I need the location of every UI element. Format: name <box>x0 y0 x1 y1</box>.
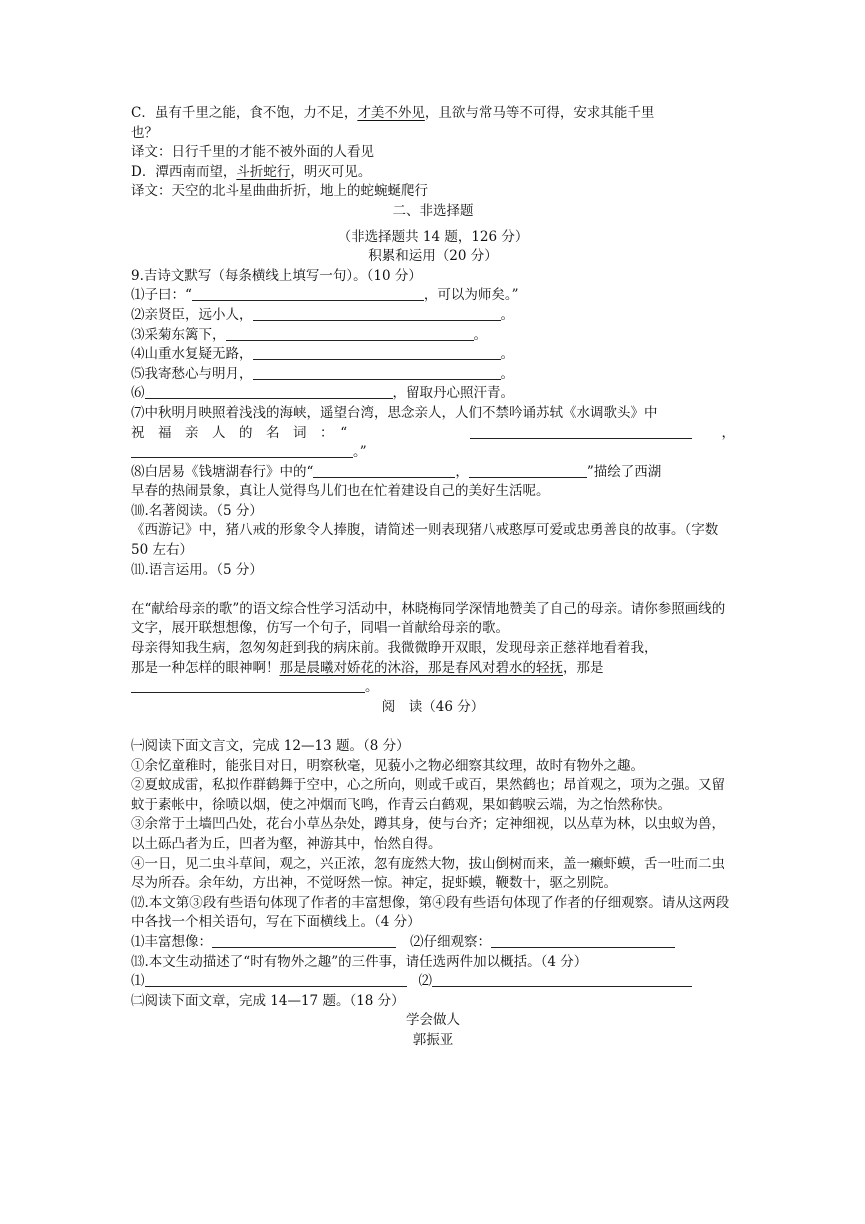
option-c-translation: 译文：日行千里的才能不被外面的人看见 <box>131 144 374 161</box>
q11-example-underlined: 那是晨曦对娇花的沐浴，那是春风对碧水的轻抚 <box>279 659 563 676</box>
q9-7-suffix: 。” <box>353 444 367 461</box>
q9-6-prefix: ⑹ <box>131 385 145 402</box>
question-13: ⒀.本文生动描述了“时有物外之趣”的三件事，请任选两件加以概括。（4 分） <box>131 953 588 970</box>
question-10: ⑽.名著阅读。（5 分） <box>131 502 263 519</box>
option-c-line1 <box>131 104 735 124</box>
reading-1-para-4: ④一日，见二虫斗草间，观之，兴正浓，忽有庞然大物，拔山倒树而来，盖一癞虾蟆，舌一吐而二虫尽为所吞。余年幼，方出神，不觉呀然一惊。神定，捉虾蟆，鞭数十，驱之别院。 <box>131 855 725 892</box>
option-d-text-rest: ，明灭可见。 <box>290 163 372 180</box>
q9-6-suffix: ，留取丹心照汗青。 <box>392 385 514 402</box>
question-9: 9.吉诗文默写（每条横线上填写一句）。（10 分） <box>131 267 422 284</box>
q13-a-label: ⑴ <box>131 973 145 990</box>
option-d-line <box>131 163 735 183</box>
answer-blank[interactable] <box>226 326 474 341</box>
option-c-text-rest: ，且欲与常马等不可得，安求其能千里 <box>424 105 655 121</box>
q9-3-prefix: ⑶采菊东篱下， <box>131 326 226 343</box>
q9-2-prefix: ⑵亲贤臣，远小人， <box>131 306 253 323</box>
answer-blank[interactable] <box>469 463 587 478</box>
q12-a-label: ⑴丰富想像： <box>131 933 212 950</box>
answer-blank[interactable] <box>145 972 407 987</box>
section-note: （非选择题共 14 题，126 分） <box>337 228 529 245</box>
reading-heading: 阅 读（46 分） <box>381 698 485 715</box>
q9-8-suffix: ”描绘了西湖 <box>586 463 662 480</box>
question-9-4: ⑷山重水复疑无路， 。 <box>131 346 514 363</box>
accumulation-heading: 积累和运用（20 分） <box>368 248 498 265</box>
question-11-answer <box>131 678 735 698</box>
reading-1-para-2: ②夏蚊成雷，私拟作群鹤舞于空中，心之所向，则或千或百，果然鹤也；昂首观之，项为之强。又留蚊于素帐中，徐喷以烟，使之冲烟而飞鸣，作青云白鹤观，果如鹤唳云端，为之怡然称快。 <box>131 777 725 813</box>
q13-b-label: ⑵ <box>418 973 432 990</box>
q9-8-comma: ， <box>455 463 469 480</box>
answer-blank[interactable] <box>491 933 675 948</box>
q11-example-text: 那是一种怎样的眼神啊！ <box>131 659 280 676</box>
option-c-line2: 也？ <box>131 124 158 141</box>
answer-blank[interactable] <box>253 345 501 360</box>
answer-blank[interactable] <box>192 286 424 301</box>
question-12-answers <box>131 933 735 953</box>
answer-blank[interactable] <box>145 384 393 399</box>
question-9-5: ⑸我寄愁心与明月， 。 <box>131 365 514 382</box>
q12-b-label: ⑵仔细观察： <box>410 933 491 950</box>
exam-page <box>131 104 735 1051</box>
question-9-2: ⑵亲贤臣，远小人， 。 <box>131 306 514 323</box>
option-d-translation: 译文：天空的北斗星曲曲折折，地上的蛇蜿蜒爬行 <box>131 183 428 200</box>
q9-5-prefix: ⑸我寄愁心与明月， <box>131 365 253 382</box>
question-9-8 <box>131 463 735 483</box>
reading-1-para-3: ③余常于土墙凹凸处，花台小草丛杂处，蹲其身，使与台齐；定神细视，以丛草为林，以虫蚁为兽，以土砾凸者为丘，凹者为壑，神游其中，怡然自得。 <box>131 816 725 852</box>
answer-blank[interactable] <box>253 306 501 321</box>
q11-answer-period: 。 <box>365 679 379 696</box>
answer-blank[interactable] <box>212 933 396 948</box>
answer-blank[interactable] <box>432 972 692 987</box>
question-9-7-b <box>131 424 735 444</box>
reading-2-heading: ㈡阅读下面文章，完成 14—17 题。（18 分） <box>131 992 405 1009</box>
q9-7-comma: ， <box>721 424 735 441</box>
question-9-8-b: 早春的热闹景象，真让人觉得鸟儿们也在忙着建设自己的美好生活呢。 <box>131 483 550 500</box>
option-c-underlined: 才美不外见 <box>357 105 425 121</box>
q9-1-prefix: ⑴子曰：“ <box>131 287 192 304</box>
option-c-text: C．虽有千里之能，食不饱，力不足， <box>131 105 358 121</box>
q11-example-suffix: ，那是 <box>563 659 604 676</box>
question-9-6 <box>131 384 735 404</box>
question-11-paragraph: 在“献给母亲的歌”的语文综合性学习活动中，林晓梅同学深情地赞美了自己的母亲。请你参照画线的文字，展开联想想像，仿写一个句子，同唱一首献给母亲的歌。 <box>131 600 726 637</box>
answer-blank[interactable] <box>131 443 353 458</box>
q9-4-prefix: ⑷山重水复疑无路， <box>131 346 253 363</box>
reading-1-heading: ㈠阅读下面文言文，完成 12—13 题。（8 分） <box>131 738 410 754</box>
question-9-3: ⑶采菊东篱下， 。 <box>131 326 487 343</box>
answer-blank[interactable] <box>131 678 365 693</box>
question-9-1 <box>131 286 735 306</box>
option-d-text: D．潭西南而望， <box>131 163 237 180</box>
section-heading: 二、非选择题 <box>392 202 474 219</box>
answer-blank[interactable] <box>253 365 501 380</box>
question-11-example-2 <box>131 659 735 679</box>
question-9-7-c <box>131 443 735 463</box>
question-11-example-1: 母亲得知我生病，忽匆匆赶到我的病床前。我微微睁开双眼，发现母亲正慈祥地看着我， <box>131 640 658 657</box>
answer-blank[interactable] <box>313 463 455 478</box>
question-9-7: ⑺中秋明月映照着浅浅的海峡，遥望台湾，思念亲人，人们不禁吟诵苏轼《水调歌头》中 <box>131 404 658 421</box>
question-13-answers <box>131 972 735 992</box>
article-title: 学会做人 <box>406 1012 460 1029</box>
article-author: 郭振亚 <box>412 1031 454 1048</box>
question-10-body: 《西游记》中，猪八戒的形象令人捧腹，请简述一则表现猪八戒憨厚可爱或忠勇善良的故事。（字数 50 左右） <box>131 522 719 559</box>
reading-1-para-1: ①余忆童稚时，能张目对日，明察秋毫，见藐小之物必细察其纹理，故时有物外之趣。 <box>131 757 644 774</box>
option-d-underlined: 斗折蛇行 <box>236 163 291 180</box>
q9-7-prefix: 祝 福 亲 人 的 名 词 ： “ <box>131 424 348 441</box>
q9-8-prefix: ⑻白居易《钱塘湖春行》中的“ <box>131 463 314 480</box>
question-11: ⑾.语言运用。（5 分） <box>131 561 263 578</box>
answer-blank[interactable] <box>470 424 692 439</box>
q9-1-suffix: ，可以为师矣。” <box>423 287 519 304</box>
question-12: ⑿.本文第③段有些语句体现了作者的丰富想像，第④段有些语句体现了作者的仔细观察。请从这两段中各找一个相关语句，写在下面横线上。（4 分） <box>131 894 730 931</box>
